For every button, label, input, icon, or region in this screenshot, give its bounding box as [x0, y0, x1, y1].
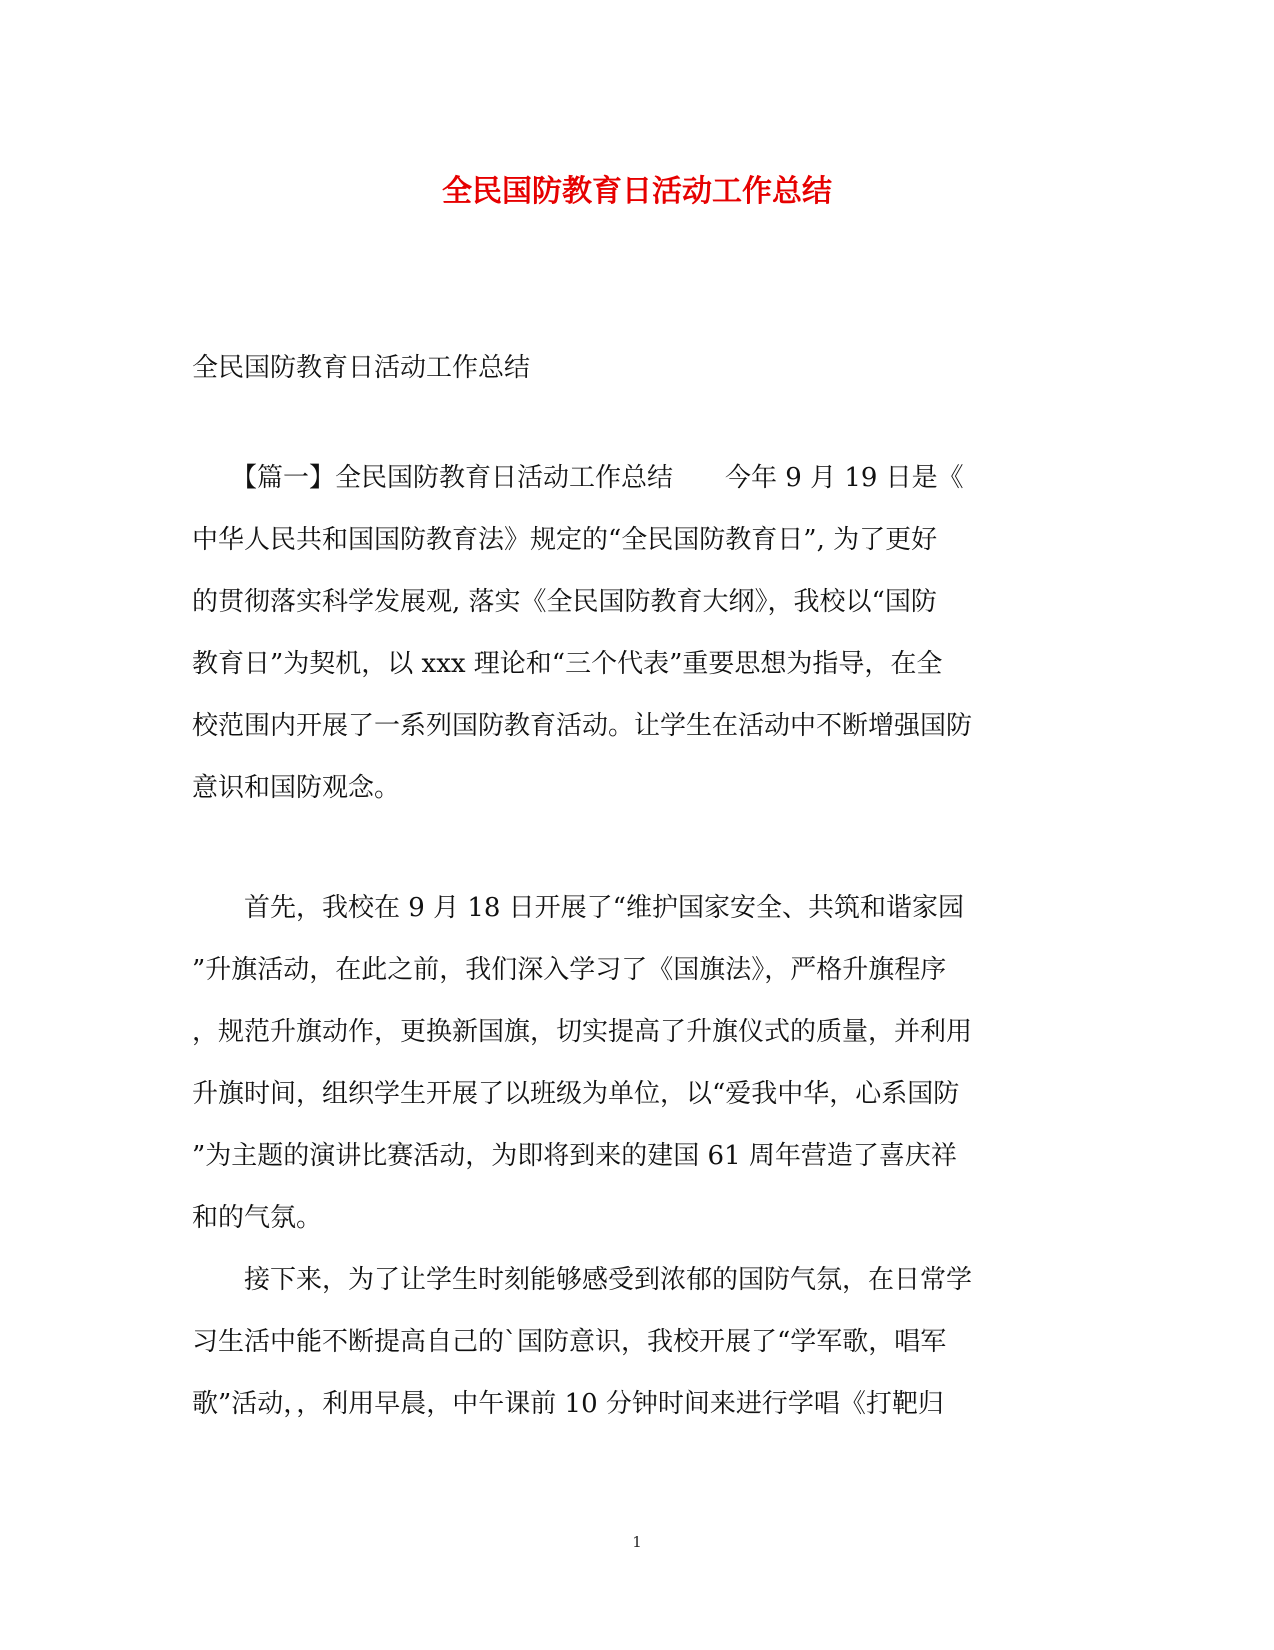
body-line: ”升旗活动，在此之前，我们深入学习了《国旗法》，严格升旗程序 [192, 955, 947, 985]
body-line: 校范围内开展了一系列国防教育活动。让学生在活动中不断增强国防 [192, 711, 973, 741]
body-line: 习生活中能不断提高自己的`国防意识，我校开展了“学军歌，唱军 [192, 1327, 947, 1357]
body-line: 教育日”为契机，以 xxx 理论和“三个代表”重要思想为指导，在全 [192, 649, 943, 679]
body-line: ”为主题的演讲比赛活动，为即将到来的建国 61 周年营造了喜庆祥 [192, 1141, 957, 1171]
document-subtitle: 全民国防教育日活动工作总结 [192, 353, 531, 383]
body-line: 接下来，为了让学生时刻能够感受到浓郁的国防气氛，在日常学 [192, 1265, 973, 1295]
body-line: 中华人民共和国国防教育法》规定的“全民国防教育日”, 为了更好 [192, 525, 938, 555]
body-line: 和的气氛。 [192, 1203, 323, 1233]
body-line: 首先，我校在 9 月 18 日开展了“维护国家安全、共筑和谐家园 [192, 893, 964, 923]
page-number: 1 [632, 1533, 642, 1551]
body-line: 升旗时间，组织学生开展了以班级为单位，以“爱我中华，心系国防 [192, 1079, 960, 1109]
body-line: 【篇一】全民国防教育日活动工作总结 今年 9 月 19 日是《 [192, 463, 964, 493]
body-line: 歌”活动，，利用早晨，中午课前 10 分钟时间来进行学唱《打靶归 [192, 1389, 944, 1419]
body-line: 的贯彻落实科学发展观, 落实《全民国防教育大纲》，我校以“国防 [192, 587, 937, 617]
body-line: ，规范升旗动作，更换新国旗，切实提高了升旗仪式的质量，并利用 [192, 1017, 973, 1047]
body-line: 意识和国防观念。 [192, 773, 401, 803]
document-title: 全民国防教育日活动工作总结 [442, 174, 832, 209]
